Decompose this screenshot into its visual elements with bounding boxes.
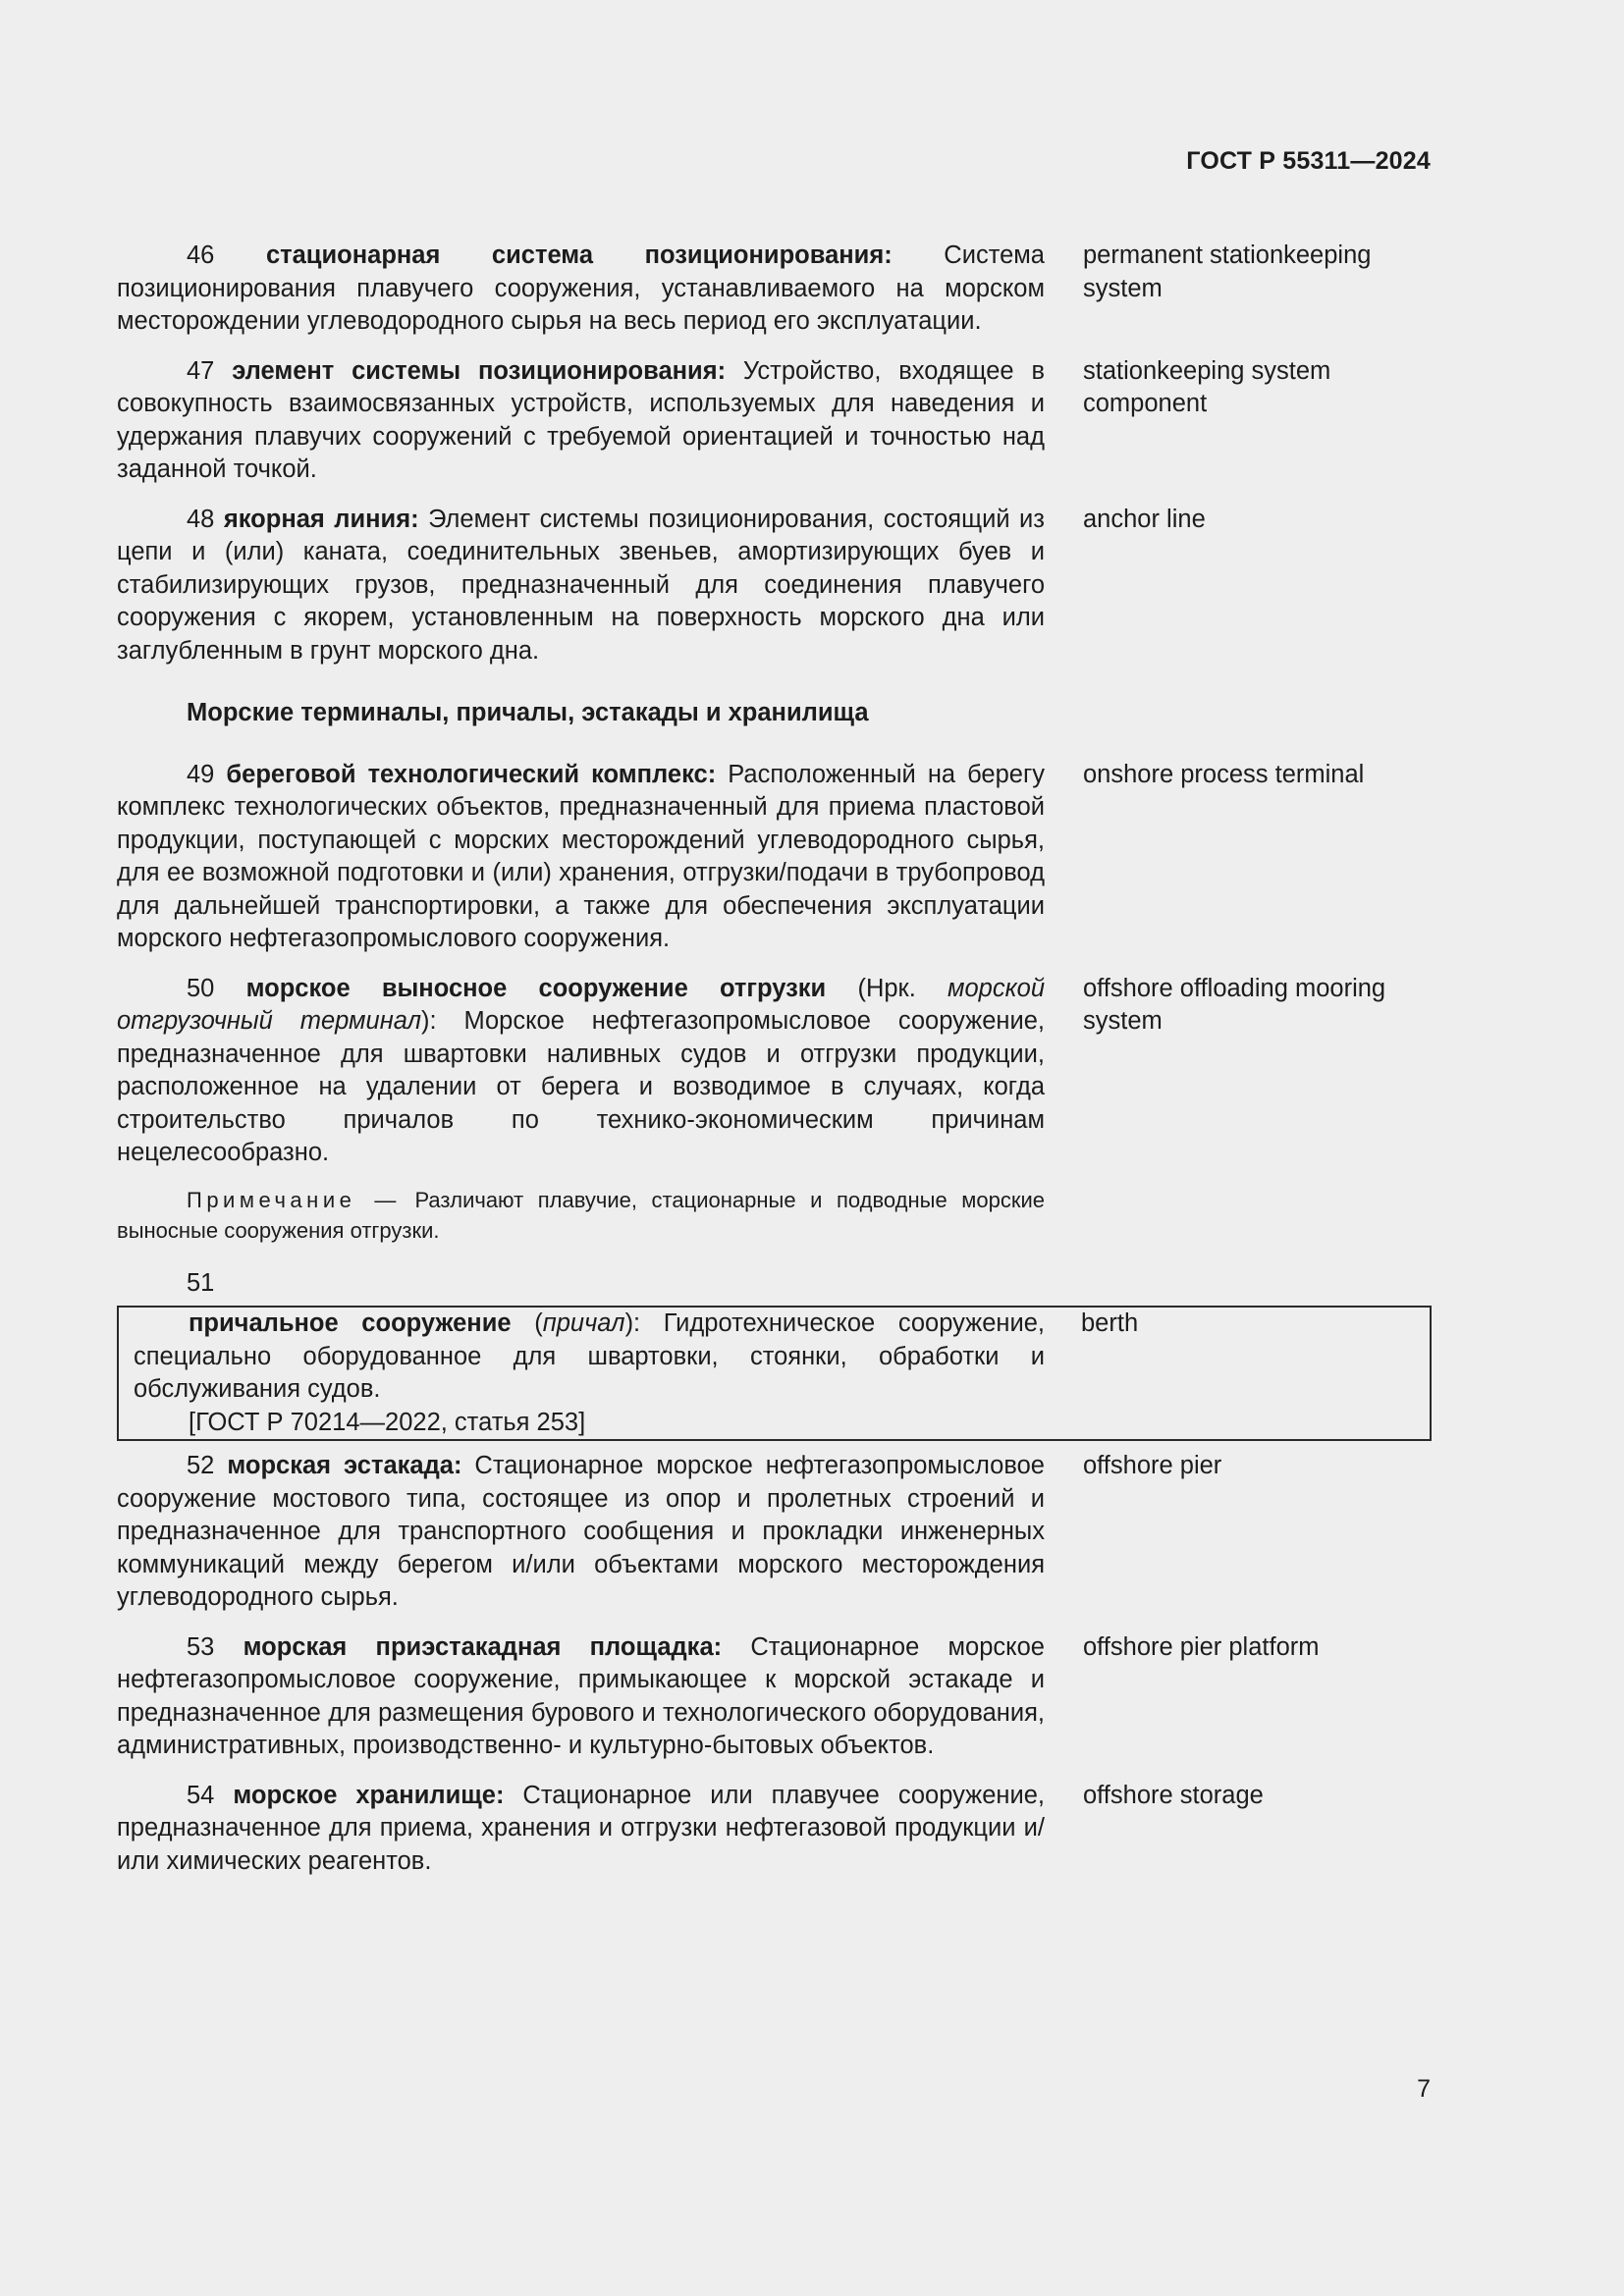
- term-english: berth: [1081, 1309, 1139, 1337]
- term-name: причальное сооружение: [189, 1309, 512, 1337]
- term-name: морская эстакада:: [227, 1452, 462, 1479]
- term-name: морское хранилище:: [233, 1781, 505, 1809]
- term-definition: [117, 1631, 1045, 1763]
- term-pre: (: [511, 1309, 543, 1337]
- document-id-header: ГОСТ Р 55311—2024: [1186, 147, 1431, 175]
- term-text: Стационарное морское нефтегазопромысловое сооружение мостового типа, состоящее из опор и пролетных строений и предназначенное для транспортного сообщения и прокладки инженерных коммуникаций между берегом и/или объектами морского месторождения углеводородного сырья.: [117, 1452, 1045, 1611]
- term-definition: [117, 504, 1045, 668]
- term-english: permanent stationkeeping system: [1083, 241, 1372, 302]
- term-number: 53: [187, 1632, 215, 1661]
- term-alt-name: морской отгрузочный терминал: [117, 974, 1045, 1035]
- term-definition: [117, 1450, 1045, 1615]
- term-definition: [117, 1780, 1045, 1879]
- term-english: offshore pier: [1083, 1452, 1222, 1479]
- term-entry-53: [117, 1631, 1432, 1763]
- term-name: береговой технологический комплекс:: [226, 760, 717, 788]
- term-number: 54: [187, 1781, 215, 1809]
- terms-content: [117, 240, 1432, 1895]
- term-name: морская приэстакадная площадка:: [243, 1632, 723, 1661]
- term-number: 47: [187, 356, 215, 385]
- term-text: Расположенный на берегу комплекс технологических объектов, предназначенный для приема пластовой продукции, поступающей с морских месторождений углеводородного сырья, для ее возможной подготовки и (или) хранения, отгрузки/подачи в трубопровод для дальнейшей транспортировки, а также для обеспечения эксплуатации морского нефтегазопромыслового сооружения.: [117, 760, 1046, 952]
- term-entry-50: [117, 973, 1432, 1170]
- term-text: ): Гидротехническое сооружение, специально оборудованное для швартовки, стоянки, обработки и обслуживания судов.: [134, 1309, 1045, 1403]
- term-definition: [117, 355, 1045, 487]
- term-definition: [134, 1308, 1045, 1439]
- term-text: Стационарное морское нефтегазопромысловое сооружение, примыкающее к морской эстакаде и предназначенное для размещения бурового и технологического оборудования, административных, производственно- и культурно-бытовых объектов.: [117, 1632, 1045, 1759]
- term-name: якорная линия:: [223, 505, 419, 533]
- term-entry-46: [117, 240, 1432, 339]
- term-english: offshore offloading mooring system: [1083, 974, 1386, 1035]
- term-number: 48: [187, 505, 215, 533]
- page-number: 7: [1417, 2075, 1431, 2103]
- term-entry-54: [117, 1780, 1432, 1879]
- note-text: Различают плавучие, стационарные и подводные морские выносные сооружения отгрузки.: [117, 1187, 1046, 1243]
- term-english: offshore storage: [1083, 1781, 1264, 1809]
- term-entry-49: [117, 759, 1432, 956]
- term-definition-text: [134, 1308, 1045, 1407]
- term-entry-47: [117, 355, 1432, 487]
- term-pre: (Нрк.: [826, 974, 947, 1002]
- term-number: 46: [187, 241, 215, 269]
- term-number-51: 51: [187, 1268, 215, 1297]
- note-50: [117, 1185, 1045, 1246]
- term-entry-51: [134, 1308, 1430, 1439]
- term-text: ): Морское нефтегазопромысловое сооружение, предназначенное для швартовки наливных судов и отгрузки продукции, расположенное на удалении от берега и возводимое в случаях, когда строительство причалов по технико-экономическим причинам нецелесообразно.: [117, 1007, 1045, 1166]
- term-number: 50: [187, 974, 215, 1002]
- term-name: морское выносное сооружение отгрузки: [245, 974, 827, 1002]
- term-definition: [117, 759, 1045, 956]
- section-title: Морские терминалы, причалы, эстакады и хранилища: [187, 699, 869, 726]
- term-definition: [117, 240, 1045, 339]
- term-text: Элемент системы позиционирования, состоящий из цепи и (или) каната, соединительных звеньев, амортизирующих буев и стабилизирующих грузов, предназначенный для соединения плавучего сооружения с якорем, установленным на поверхность морского дна или заглубленным в грунт морского дна.: [117, 505, 1045, 665]
- term-text: Система позиционирования плавучего сооружения, устанавливаемого на морском месторождении углеводородного сырья на весь период его эксплуатации.: [117, 241, 1045, 335]
- term-name: элемент системы позиционирования:: [232, 356, 727, 385]
- term-reference: [ГОСТ Р 70214—2022, статья 253]: [189, 1408, 586, 1436]
- note-label: Примечание —: [187, 1187, 401, 1212]
- term-definition: [117, 973, 1045, 1170]
- term-number: 52: [187, 1452, 215, 1479]
- term-english: onshore process terminal: [1083, 760, 1365, 788]
- term-entry-48: [117, 504, 1432, 668]
- term-text: Стационарное или плавучее сооружение, предназначенное для приема, хранения и отгрузки нефтегазовой продукции и/или химических реагентов.: [117, 1781, 1045, 1875]
- term-alt-name: причал: [542, 1309, 625, 1337]
- borrowed-term-box: [117, 1306, 1432, 1441]
- term-english: stationkeeping system component: [1083, 356, 1331, 417]
- term-name: стационарная система позиционирования:: [265, 241, 893, 269]
- term-entry-52: [117, 1450, 1432, 1615]
- term-english: offshore pier platform: [1083, 1632, 1320, 1661]
- term-text: Устройство, входящее в совокупность взаимосвязанных устройств, используемых для наведения и удержания плавучих сооружений с требуемой ориентацией и точностью над заданной точкой.: [117, 356, 1045, 483]
- term-number: 49: [187, 760, 215, 788]
- term-english: anchor line: [1083, 505, 1206, 533]
